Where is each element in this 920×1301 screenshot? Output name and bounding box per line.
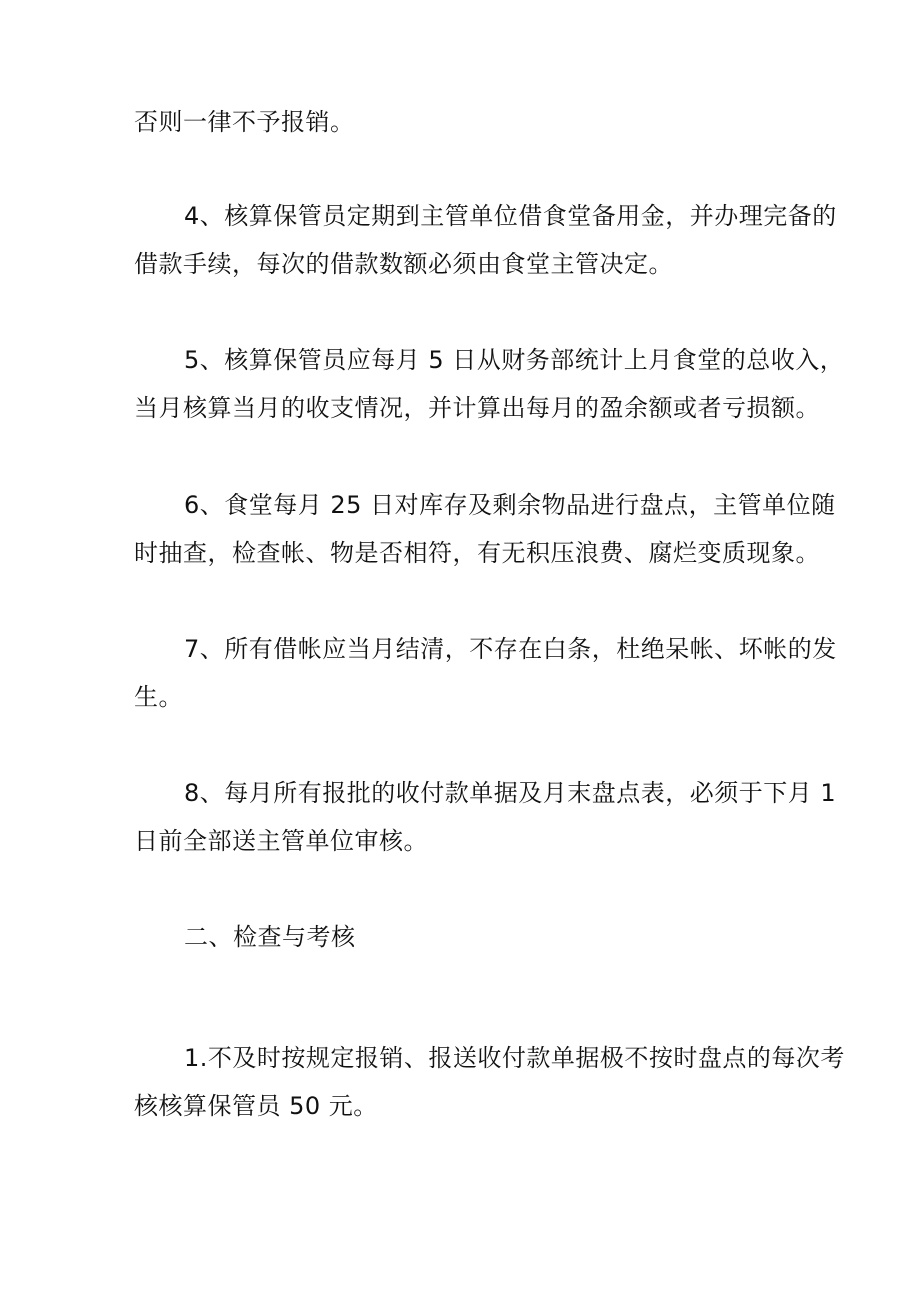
item-7-line-2: 生。 <box>134 683 183 711</box>
item-8-line-1: 8、每月所有报批的收付款单据及月末盘点表，必须于下月 1 <box>184 779 837 807</box>
item-6-line-1: 6、食堂每月 25 日对库存及剩余物品进行盘点，主管单位随 <box>184 491 836 519</box>
item-4-line-2: 借款手续，每次的借款数额必须由食堂主管决定。 <box>134 250 673 278</box>
section-heading: 二、检查与考核 <box>184 923 356 951</box>
item-6-line-2: 时抽查，检查帐、物是否相符，有无积压浪费、腐烂变质现象。 <box>134 539 820 567</box>
item-5-line-2: 当月核算当月的收支情况，并计算出每月的盈余额或者亏损额。 <box>134 394 820 422</box>
item-7-line-1: 7、所有借帐应当月结清，不存在白条，杜绝呆帐、坏帐的发 <box>184 635 837 663</box>
assessment-item-1-line-1: 1.不及时按规定报销、报送收付款单据极不按时盘点的每次考 <box>184 1044 845 1072</box>
item-8-line-2: 日前全部送主管单位审核。 <box>134 827 428 855</box>
assessment-item-1-line-2: 核核算保管员 50 元。 <box>134 1092 378 1120</box>
item-4-line-1: 4、核算保管员定期到主管单位借食堂备用金，并办理完备的 <box>184 202 837 230</box>
item-5-line-1: 5、核算保管员应每月 5 日从财务部统计上月食堂的总收入， <box>184 346 845 374</box>
paragraph-continuation-line: 否则一律不予报销。 <box>134 108 355 136</box>
